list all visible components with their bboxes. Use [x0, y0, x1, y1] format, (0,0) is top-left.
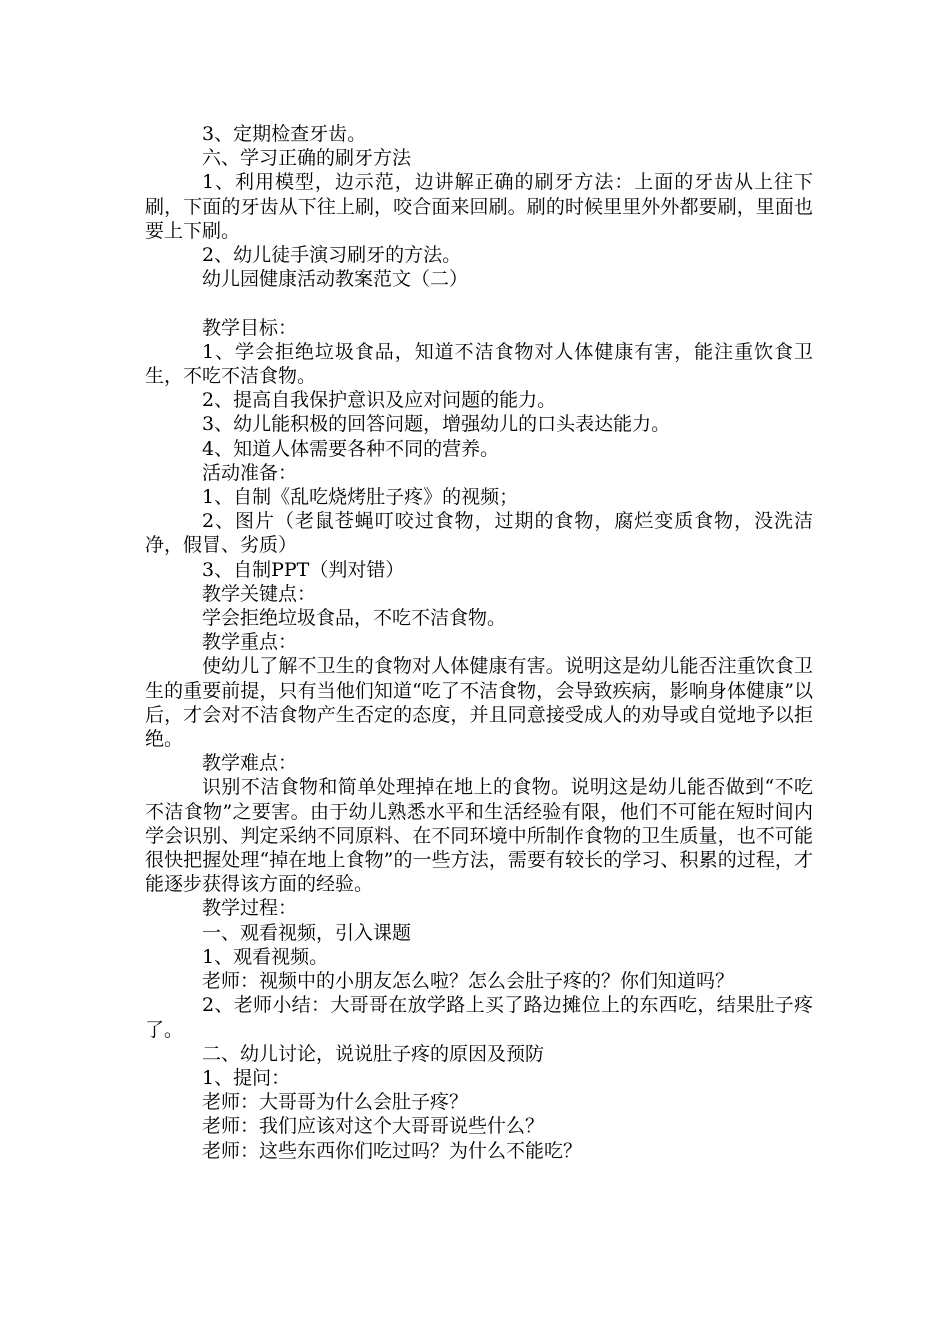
step-heading-1: 一、观看视频，引入课题 [202, 921, 412, 944]
list-item-check-teeth: 3、定期检查牙齿。 [202, 123, 367, 145]
teacher-question-2: 老师：大哥哥为什么会肚子疼？ [202, 1091, 469, 1114]
prep-item-1: 1、自制《乱吃烧烤肚子疼》的视频； [202, 486, 519, 509]
heading-teaching-goals: 教学目标： [202, 316, 298, 339]
document-body [145, 122, 813, 1163]
step-item-ask: 1、提问： [202, 1066, 291, 1089]
teacher-question-1: 老师：视频中的小朋友怎么啦？怎么会肚子疼的？你们知道吗？ [202, 970, 735, 993]
step-item-watch-video: 1、观看视频。 [202, 945, 329, 968]
heading-difficulty: 教学难点： [202, 752, 298, 775]
step-heading-2: 二、幼儿讨论，说说肚子疼的原因及预防 [202, 1042, 545, 1065]
goal-item-3: 3、幼儿能积极的回答问题，增强幼儿的口头表达能力。 [202, 413, 671, 436]
goal-item-4: 4、知道人体需要各种不同的营养。 [202, 437, 500, 460]
teacher-question-4: 老师：这些东西你们吃过吗？为什么不能吃？ [202, 1139, 583, 1162]
heading-focus: 教学重点： [202, 631, 298, 654]
prep-item-2: 2、图片（老鼠苍蝇叮咬过食物，过期的食物，腐烂变质食物，没洗洁净，假冒、劣质） [145, 510, 813, 557]
heading-process: 教学过程： [202, 897, 298, 920]
paragraph-brushing-practice: 2、幼儿徒手演习刷牙的方法。 [202, 244, 462, 267]
heading-key-point: 教学关键点： [202, 582, 317, 605]
document-subtitle: 幼儿园健康活动教案范文（二） [202, 268, 469, 291]
goal-item-2: 2、提高自我保护意识及应对问题的能力。 [202, 389, 557, 412]
paragraph-focus: 使幼儿了解不卫生的食物对人体健康有害。说明这是幼儿能否注重饮食卫生的重要前提，只有当他们知道“吃了不洁食物，会导致疾病，影响身体健康”以后，才会对不洁食物产生否定的态度，并且同意接受成人的劝导或自觉地予以拒绝。 [145, 655, 813, 751]
paragraph-difficulty: 识别不洁食物和简单处理掉在地上的食物。说明这是幼儿能否做到“不吃不洁食物”之要害。由于幼儿熟悉水平和生活经验有限，他们不可能在短时间内学会识别、判定采纳不同原料、在不同环境中所制作食物的卫生质量，也不可能很快把握处理“掉在地上食物”的一些方法，需要有较长的学习、积累的过程，才能逐步获得该方面的经验。 [145, 776, 813, 896]
teacher-question-3: 老师：我们应该对这个大哥哥说些什么？ [202, 1115, 545, 1138]
section-heading-brushing: 六、学习正确的刷牙方法 [202, 147, 412, 170]
paragraph-key-point: 学会拒绝垃圾食品，不吃不洁食物。 [202, 607, 507, 630]
paragraph-brushing-demo: 1、利用模型，边示范，边讲解正确的刷牙方法：上面的牙齿从上往下刷，下面的牙齿从下往上刷，咬合面来回刷。刷的时候里里外外都要刷，里面也要上下刷。 [145, 171, 813, 242]
blank-line [145, 291, 813, 315]
goal-item-1: 1、学会拒绝垃圾食品，知道不洁食物对人体健康有害，能注重饮食卫生，不吃不洁食物。 [145, 340, 813, 388]
heading-preparation: 活动准备： [202, 461, 298, 484]
teacher-summary: 2、老师小结：大哥哥在放学路上买了路边摊位上的东西吃，结果肚子疼了。 [145, 994, 813, 1041]
prep-item-3: 3、自制PPT（判对错） [202, 558, 405, 581]
